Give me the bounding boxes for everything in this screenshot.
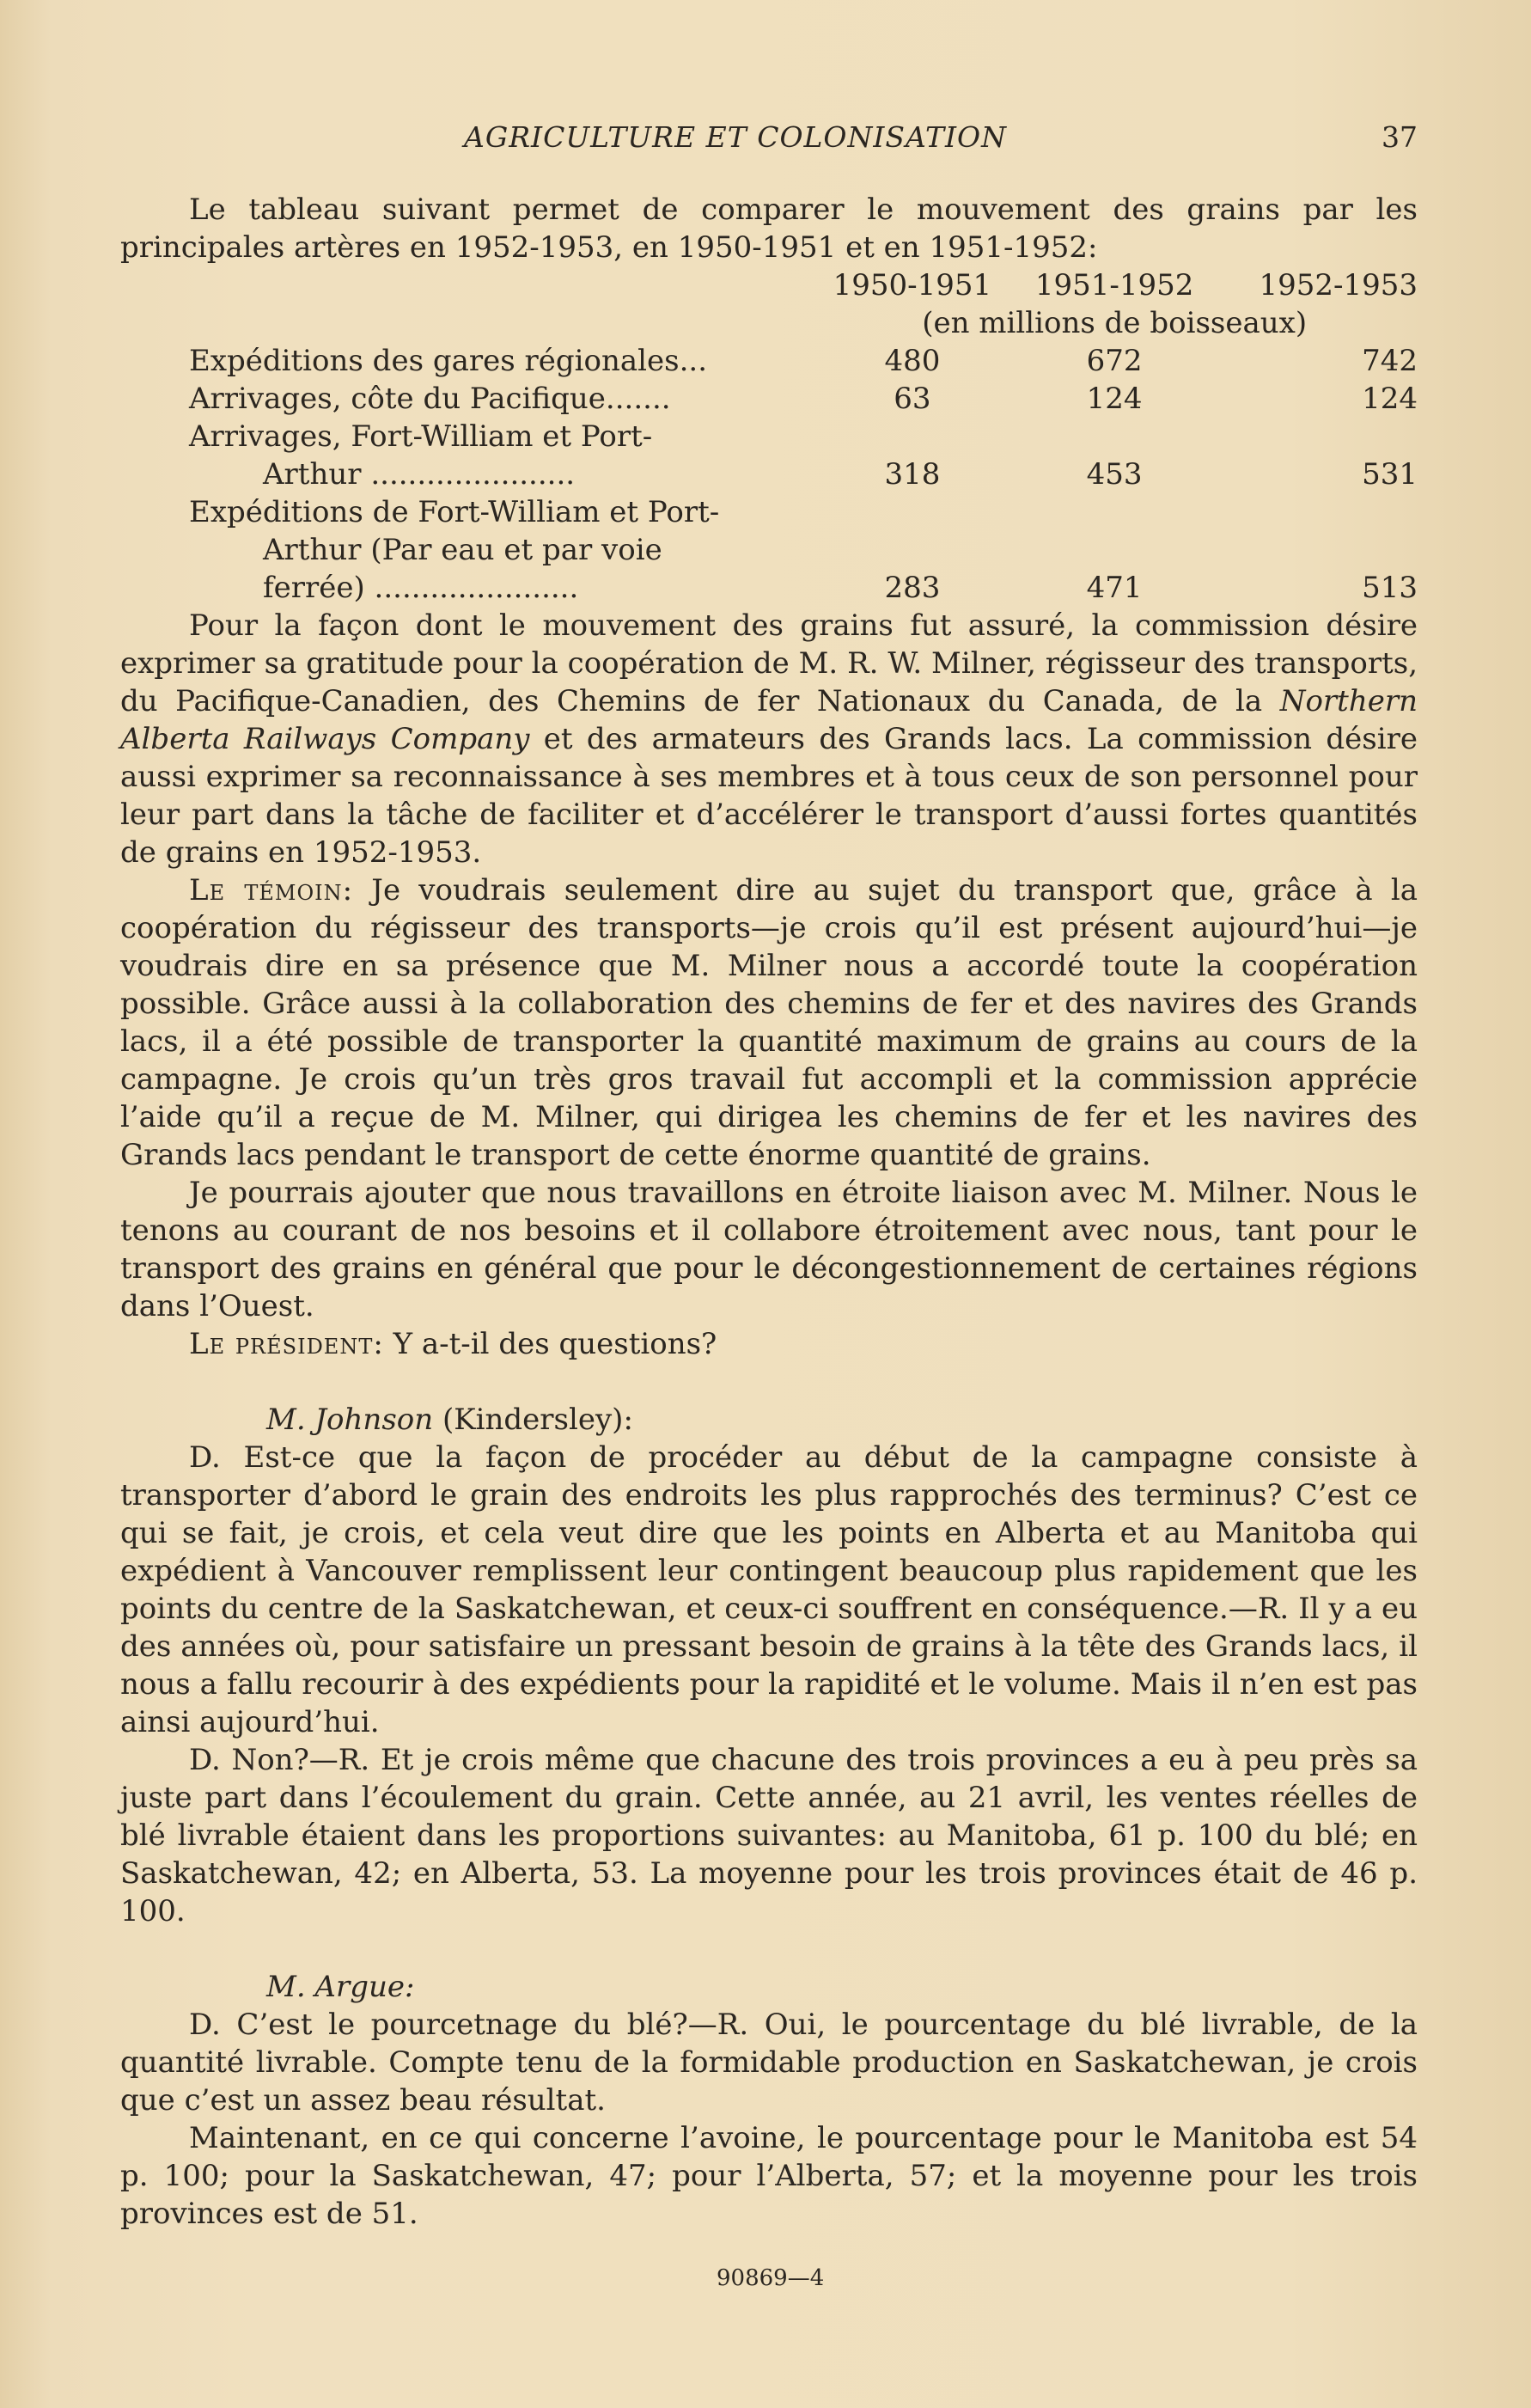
table-row [189, 493, 1418, 531]
paragraph: Pour la façon dont le mouvement des grains fut assuré, la commission désire exprimer sa gratitude pour la coopération de M. R. W. Milner, régisseur des transports, du Pacifique-Canadien, des Chemins de fer Nationaux du Canada, de la Northern Alberta Railways Company et des armateurs des Grands lacs. La commission désire aussi exprimer sa reconnaissance à ses membres et à tous ceux de son personnel pour leur part dans la tâche de faciliter et d’accélérer le transport d’aussi fortes quantités de grains en 1952-1953. [120, 608, 1418, 870]
column-header: 1952-1953 [1259, 268, 1418, 303]
paragraph: D. Non?—R. Et je crois même que chacune des trois provinces a eu à peu près sa juste part dans l’écoulement du grain. Cette année, au 21 avril, les ventes réelles de blé livrable étaient dans les proportions suivantes: au Manitoba, 61 p. 100 du blé; en Saskatchewan, 42; en Alberta, 53. La moyenne pour les trois provinces était de 46 p. 100. [120, 1743, 1418, 1928]
table-row [189, 342, 1418, 380]
paragraph: Le témoin: Je voudrais seulement dire au sujet du transport que, grâce à la coopération du régisseur des transports—je crois qu’il est présent aujourd’hui—je voudrais dire en sa présence que M. Milner nous a accordé toute la coopération possible. Grâce aussi à la collaboration des chemins de fer et des navires des Grands lacs, il a été possible de transporter la quantité maximum de grains au cours de la campagne. Je crois qu’un très gros travail fut accompli et la commission apprécie l’aide qu’il a reçue de M. Milner, qui dirigea les chemins de fer et les navires des Grands lacs pendant le transport de cette énorme quantité de grains. [120, 873, 1418, 1172]
table-header-row [189, 266, 1418, 304]
table-row [189, 569, 1418, 607]
table-cell: 63 [894, 382, 931, 416]
table-row [189, 455, 1418, 493]
speaker-heading: M. Johnson (Kindersley): [266, 1403, 633, 1437]
paragraph: Le président: Y a-t-il des questions? [189, 1327, 717, 1361]
table-cell: 531 [1362, 457, 1418, 492]
speaker-heading: M. Argue: [266, 1970, 415, 2004]
table-cell: 480 [884, 344, 941, 378]
table-row [189, 380, 1418, 418]
table-cell: 453 [1086, 457, 1143, 492]
table-units-row [189, 304, 1418, 342]
paragraph: D. C’est le pourcetnage du blé?—R. Oui, le pourcentage du blé livrable, de la quantité livrable. Compte tenu de la formidable production en Saskatchewan, je crois que c’est un assez beau résultat. [120, 2008, 1418, 2118]
grain-movement-table [189, 266, 1418, 607]
table-row [189, 531, 1418, 569]
speaker-label: Le président: [189, 1327, 384, 1361]
paragraph: D. Est-ce que la façon de procéder au début de la campagne consiste à transporter d’abord le grain des endroits les plus rapprochés des terminus? C’est ce qui se fait, je crois, et cela veut dire que les points en Alberta et au Manitoba qui expédient à Vancouver remplissent leur contingent beaucoup plus rapidement que les points du centre de la Saskatchewan, et ceux-ci souffrent en conséquence.—R. Il y a eu des années où, pour satisfaire un pressant besoin de grains à la tête des Grands lacs, il nous a fallu recourir à des expédients pour la rapidité et le volume. Mais il n’en est pas ainsi aujourd’hui. [120, 1440, 1418, 1739]
table-row [189, 418, 1418, 455]
column-header: 1950-1951 [833, 268, 992, 303]
table-cell: 283 [884, 571, 941, 605]
table-cell: 742 [1362, 344, 1418, 378]
page-number: 37 [1382, 120, 1418, 154]
table-cell: 124 [1362, 382, 1418, 416]
table-cell: 672 [1086, 344, 1143, 378]
company-name: Northern Alberta Railways Company [120, 684, 1418, 756]
paragraph: Maintenant, en ce qui concerne l’avoine, le pourcentage pour le Manitoba est 54 p. 100; pour la Saskatchewan, 47; pour l’Alberta, 57; et la moyenne pour les trois provinces est de 51. [120, 2121, 1418, 2231]
paragraph: Je pourrais ajouter que nous travaillons en étroite liaison avec M. Milner. Nous le tenons au courant de nos besoins et il collabore étroitement avec nous, tant pour le transport des grains en général que pour le décongestionnement de certaines régions dans l’Ouest. [120, 1176, 1418, 1323]
row-label-continuation: Arthur ...................... [263, 457, 576, 492]
intro-paragraph: Le tableau suivant permet de comparer le mouvement des grains par les principales artères en 1952-1953, en 1950-1951 et en 1951-1952: [120, 193, 1418, 265]
table-cell: 318 [884, 457, 941, 492]
row-label: Arrivages, côte du Pacifique....... [189, 382, 671, 416]
column-header: 1951-1952 [1034, 268, 1194, 303]
row-label-continuation: ferrée) ...................... [263, 571, 579, 605]
page-header [0, 120, 1531, 155]
speaker-label: Le témoin: [189, 873, 354, 908]
row-label-continuation: Arthur (Par eau et par voie [263, 533, 662, 567]
running-head: AGRICULTURE ET COLONISATION [464, 120, 1007, 154]
printer-code: 90869—4 [717, 2265, 825, 2291]
table-cell: 471 [1086, 571, 1143, 605]
table-cell: 513 [1362, 571, 1418, 605]
row-label: Expéditions de Fort-William et Port- [189, 495, 720, 529]
table-cell: 124 [1086, 382, 1143, 416]
page-body [120, 191, 1418, 2233]
row-label: Expéditions des gares régionales... [189, 344, 708, 378]
row-label: Arrivages, Fort-William et Port- [189, 419, 653, 454]
table-units: (en millions de boisseaux) [922, 306, 1308, 340]
